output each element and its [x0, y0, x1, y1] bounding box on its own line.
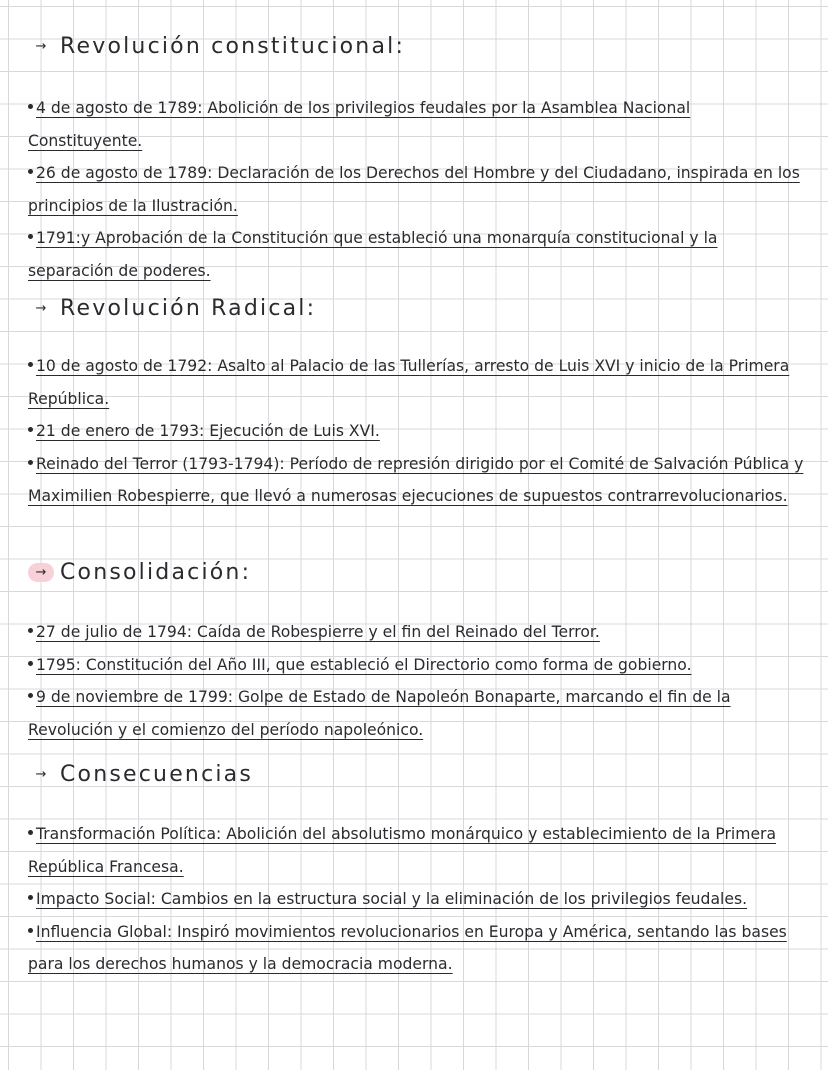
list-item: 1795: Constitución del Año III, que estableció el Directorio como forma de gobierno. [28, 649, 806, 682]
bullet-icon [28, 830, 33, 835]
arrow-icon: → [35, 39, 47, 54]
section-list-revolucion-constitucional [28, 92, 806, 287]
arrow-icon: → [28, 563, 54, 582]
list-item: Transformación Política: Abolición del absolutismo monárquico y establecimiento de la Primera República Francesa. [28, 825, 777, 876]
list-item: 27 de julio de 1794: Caída de Robespierre y el fin del Reinado del Terror. [28, 616, 806, 649]
list-item: 21 de enero de 1793: Ejecución de Luis XVI. [28, 415, 806, 448]
list-item: 4 de agosto de 1789: Abolición de los privilegios feudales por la Asamblea Nacional Constituyente. [28, 99, 691, 150]
bullet-icon [28, 693, 33, 698]
bullet-icon [28, 895, 33, 900]
bullet-icon [28, 628, 33, 633]
section-list-revolucion-radical [28, 350, 806, 513]
bullet-icon [28, 928, 33, 933]
list-item: 1791:y Aprobación de la Constitución que estableció una monarquía constitucional y la separación de poderes. [28, 229, 718, 280]
list-item: 10 de agosto de 1792: Asalto al Palacio de las Tullerías, arresto de Luis XVI y inicio de la Primera República. [28, 357, 790, 408]
list-item: 9 de noviembre de 1799: Golpe de Estado de Napoleón Bonaparte, marcando el fin de la Revolución y el comienzo del período napoleónico. [28, 688, 731, 739]
section-title-text: Consecuencias [60, 762, 254, 787]
section-list-consecuencias [28, 818, 806, 981]
list-item: Reinado del Terror (1793-1794): Período de represión dirigido por el Comité de Salvación Pública y Maximilien Robespierre, que llevó a numerosas ejecuciones de supuestos contrarrevolucionarios. [28, 454, 804, 505]
arrow-icon: → [35, 767, 47, 782]
bullet-icon [28, 661, 33, 666]
section-list-consolidacion [28, 616, 806, 746]
section-title-revolucion-radical [28, 296, 316, 321]
section-title-consolidacion [28, 560, 251, 585]
bullet-icon [28, 362, 33, 367]
section-title-text: Consolidación: [60, 560, 252, 585]
bullet-icon [28, 169, 33, 174]
list-item: Impacto Social: Cambios en la estructura social y la eliminación de los privilegios feudales. [28, 883, 806, 916]
bullet-icon [28, 234, 33, 239]
section-title-text: Revolución constitucional: [60, 34, 406, 59]
list-item: 26 de agosto de 1789: Declaración de los Derechos del Hombre y del Ciudadano, inspirada en los principios de la Ilustración. [28, 164, 800, 215]
section-title-consecuencias [28, 762, 253, 787]
list-item: Influencia Global: Inspiró movimientos revolucionarios en Europa y América, sentando las bases para los derechos humanos y la democracia moderna. [28, 922, 787, 973]
bullet-icon [28, 427, 33, 432]
bullet-icon [28, 460, 33, 465]
arrow-icon: → [35, 301, 47, 316]
section-title-revolucion-constitucional [28, 34, 405, 59]
bullet-icon [28, 104, 33, 109]
section-title-text: Revolución Radical: [60, 296, 317, 321]
